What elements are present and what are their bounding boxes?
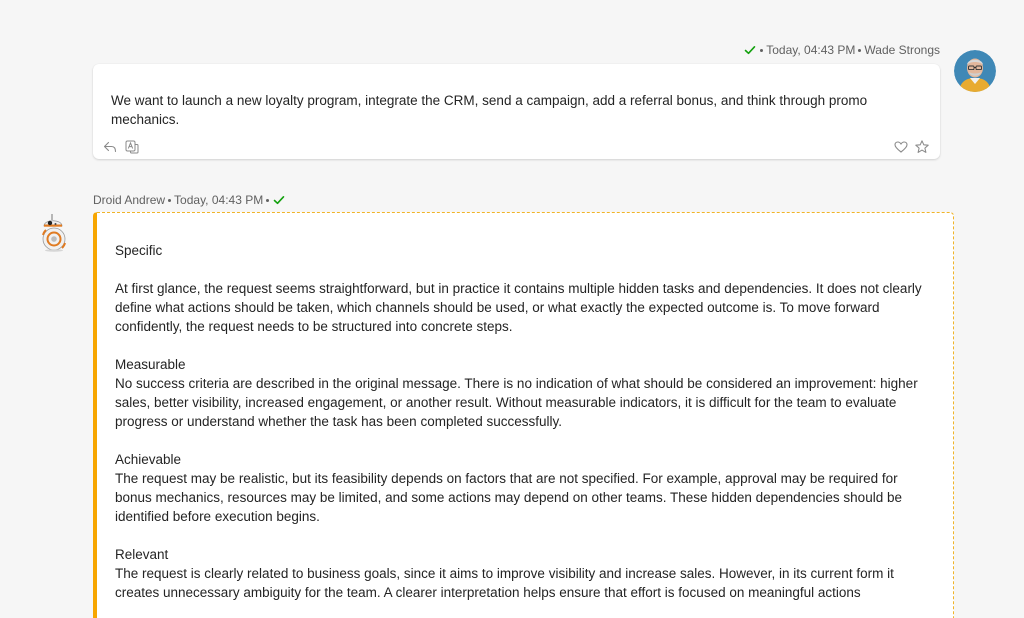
- section-body: The request may be realistic, but its feasibility depends on factors that are not specified. For example, approval may be required for bonus mechanics, resources may be limited, and some actions may depend on other teams. These hidden dependencies should be identified before execution begins.: [115, 471, 902, 524]
- section-heading: Specific: [115, 243, 163, 258]
- bot-message-author[interactable]: Droid Andrew: [93, 193, 166, 207]
- separator-dot: [168, 199, 171, 202]
- bot-message-content: [115, 241, 925, 618]
- section-body: No success criteria are described in the original message. There is no indication of what should be considered an improvement: higher sales, better visibility, increased engagement, or another result. Without measurable indicators, it is difficult for the team to evaluate progress or understand whether the task has been completed successfully.: [115, 376, 918, 429]
- section-body: The request is clearly related to business goals, since it aims to improve visibility and increase sales. However, in its current form it creates unnecessary ambiguity for the team. A clearer interpretation helps ensure that effort is focused on meaningful actions: [115, 566, 894, 600]
- user-message-text: We want to launch a new loyalty program, integrate the CRM, send a campaign, add a referral bonus, and think through promo mechanics.: [111, 93, 868, 127]
- sent-check-icon: [743, 43, 757, 57]
- user-message-author[interactable]: Wade Strongs: [864, 43, 940, 57]
- reply-icon[interactable]: [102, 139, 118, 155]
- bot-message-meta: [93, 192, 286, 208]
- bot-message-bubble: [93, 212, 954, 618]
- translate-icon[interactable]: [124, 139, 140, 155]
- section-heading: Relevant: [115, 547, 169, 562]
- user-message-meta: [743, 42, 940, 58]
- star-icon[interactable]: [914, 139, 930, 155]
- section-relevant: [115, 545, 925, 602]
- section-body: At first glance, the request seems straightforward, but in practice it contains multiple hidden tasks and dependencies. It does not clearly define what actions should be taken, which channels should be used, or what exactly the expected outcome is. To move forward confidently, the request needs to be structured into concrete steps.: [115, 281, 922, 334]
- separator-dot: [858, 49, 861, 52]
- section-achievable: [115, 450, 925, 526]
- sent-check-icon: [272, 193, 286, 207]
- user-message-timestamp: Today, 04:43 PM: [766, 43, 856, 57]
- section-heading: Measurable: [115, 357, 186, 372]
- section-heading: Achievable: [115, 452, 182, 467]
- user-message-bubble: [93, 64, 940, 159]
- section-specific: [115, 241, 925, 336]
- heart-icon[interactable]: [893, 139, 909, 155]
- bot-avatar[interactable]: [36, 212, 72, 252]
- bot-message-timestamp: Today, 04:43 PM: [174, 193, 264, 207]
- avatar[interactable]: [954, 50, 996, 92]
- separator-dot: [760, 49, 763, 52]
- separator-dot: [266, 199, 269, 202]
- section-measurable: [115, 355, 925, 431]
